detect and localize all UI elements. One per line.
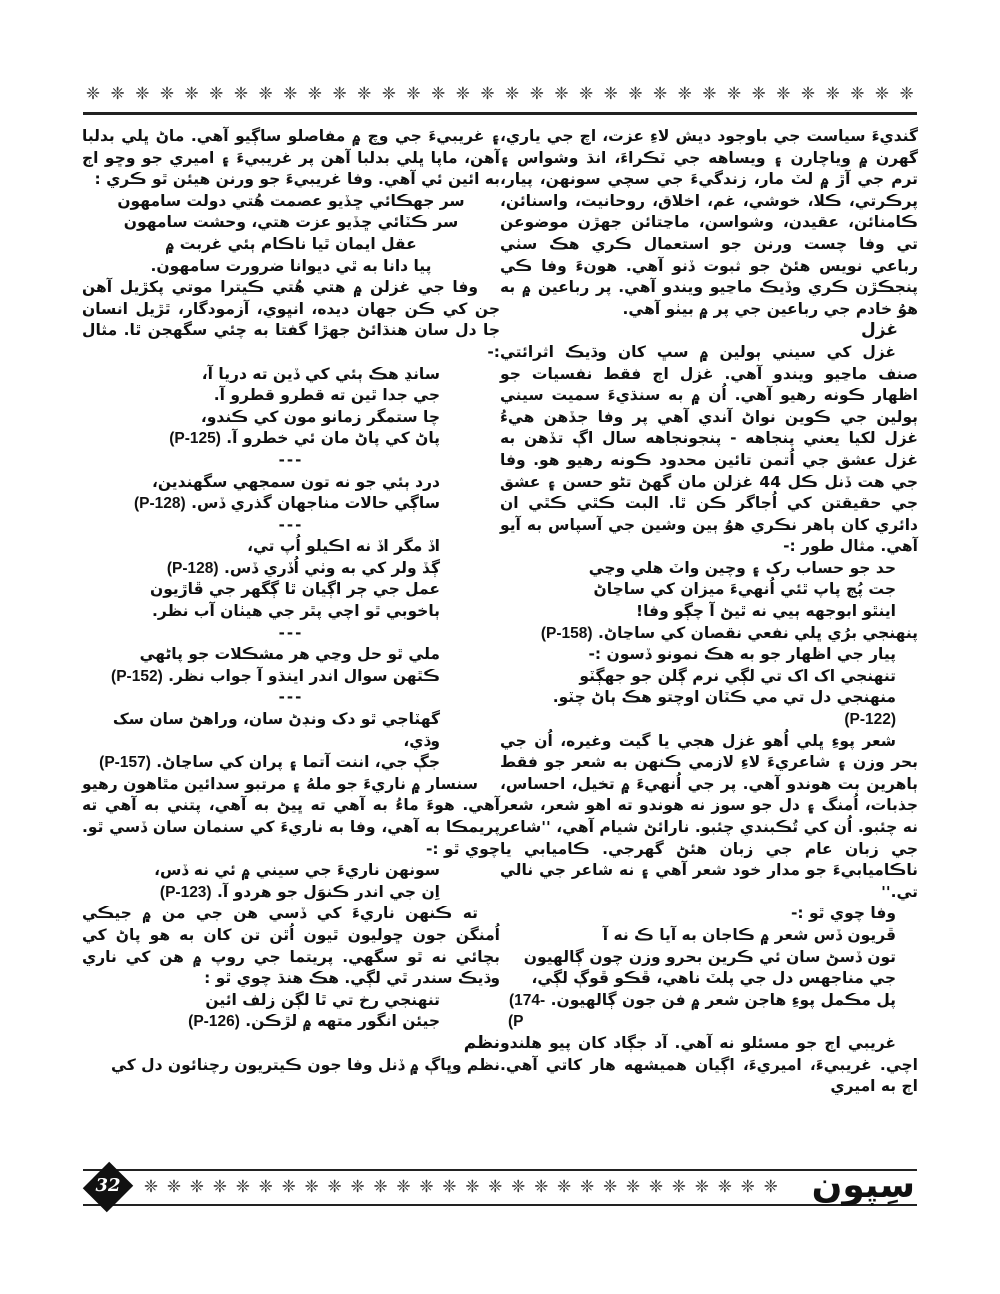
page-reference: (P-122) xyxy=(844,711,896,729)
flower-ornament-icon: ❈ xyxy=(480,84,495,104)
verse-block xyxy=(82,860,500,903)
flower-ornament-icon: ❈ xyxy=(431,84,446,104)
verse-line: ملي ٿو حل وڃي هر مشڪلات جو پاڻهي xyxy=(139,645,440,664)
verse-line: جي مناجهس دل جي پلٽ ناهي، ڦڪو ڦوڳ لڳي، xyxy=(531,969,896,988)
verse-line: پل مڪمل پوءِ هاجن شعر ۾ فن جون ڳالهيون. (174- xyxy=(508,990,896,1009)
verse-intro: وفا چوي ٿو :- xyxy=(790,904,896,923)
flower-ornament-icon: ❈ xyxy=(694,1177,709,1197)
flower-ornament-icon: ❈ xyxy=(327,1177,342,1197)
verse-line: جي جدا ٿين ته قطرو قطرو آ. xyxy=(213,386,440,405)
flower-ornament-icon: ❈ xyxy=(702,84,717,104)
verse-line: سر جهڪائي ڇڏيو عصمت هُتي دولت سامهون xyxy=(117,191,465,210)
verse-intro: پيار جي اظهار جو به هڪ نمونو ڏسون :- xyxy=(588,645,896,664)
flower-ornament-icon: ❈ xyxy=(143,1177,159,1197)
flower-ornament-icon: ❈ xyxy=(233,84,249,104)
page-reference: (P-157) xyxy=(99,754,151,772)
paragraph: گنديءَ سياست جي باوجود ديش لاءِ عزت، اچ جي ياري، گهرن ۾ وياچارن ۽ ويساهه جي ٽڪراءَ، انڌ وشواس ۽ ترم جي آڙ ۾ لٽ مار، زندگيءَ جي سچي سونهن، پيار، پرڪرتي، ڪلا، خوشي، غم، اخلاق، روحانيت، واسنائن، ڪامنائن، عقيدن، وشواسن، ماڃتائن جهڙن موضوعن تي وفا چست ورنن جو استعمال ڪري هڪ سٺي رباعي نويس هئڻ جو ثبوت ڏنو آهي. هونءَ وفا ڪي پنجڪڙن ڪري وڏيڪ ماڃيو ويندو آهي. پر رباعين ۾ به هوُ خادم جي رباعين جي پر ۾ بيٺو آهي. xyxy=(500,127,918,318)
flower-ornament-icon: ❈ xyxy=(189,1177,205,1197)
verse-block xyxy=(500,558,918,644)
flower-ornament-icon: ❈ xyxy=(307,84,323,104)
top-ornament-border xyxy=(83,84,917,104)
verse-line: تنهنجي اک اک تي لڳي نرم ڳلن جو جهڳٽو xyxy=(579,666,896,685)
verse-line: پنهنجي برُي ڀلي نفعي نقصان کي ساڃاڻ. (P-158) xyxy=(540,623,918,642)
flower-ornament-icon: ❈ xyxy=(671,1177,687,1197)
flower-ornament-icon: ❈ xyxy=(281,1177,296,1197)
flower-ornament-icon: ❈ xyxy=(505,84,520,104)
flower-ornament-icon: ❈ xyxy=(135,84,150,104)
page-reference: (P-152) xyxy=(111,667,163,685)
flower-ornament-icon: ❈ xyxy=(899,84,914,104)
verse-line: پاڻ کي پاڻ مان ئي خطرو آ. (P-125) xyxy=(169,429,440,448)
verse-line: جت پُڄ پاپ ٿئي اُنهيءَ ميزان کي ساڃاڻ xyxy=(593,580,896,599)
verse-line: درد ٻئي جو نه تون سمجهي سگهندين، xyxy=(151,472,440,491)
flower-ornament-icon: ❈ xyxy=(625,1177,641,1197)
flower-ornament-icon: ❈ xyxy=(554,84,569,104)
page-reference: (P-128) xyxy=(133,495,186,513)
footer-ornament-border xyxy=(141,1177,781,1197)
flower-ornament-icon: ❈ xyxy=(184,84,199,104)
separator: --- xyxy=(278,450,304,469)
paragraph: غزل کي سيني ٻولين ۾ سڀ کان وڌيڪ اثرائتي صنف ماڃيو ويندو آهي. غزل اڄ فقط نفسيات جو اظهار ڪونه رهيو آهي. اُن ۾ به سنڌيءَ سميت سيني ٻولين جي ڪوين نواڻ آندي آهي پر وفا جڏهن هيءُ غزل لکيا يعني پنجاهه - پنجونجاهه سال اڳ تڏهن به غزل عشق جي اُتمن تائين محدود ڪونه رهيو هو. وفا جي هت ڏنل ڪل 44 غزلن مان گهڻ تڻو حسن ۽ عشق جي حقيقتن کي اُجاگر ڪن ٿا. البت ڪٿي ڪٿي ان دائري کان ٻاهر نڪري هوُ ٻين وشين جي آسپاس به آيو آهي. مثال طور :- xyxy=(500,342,918,556)
section-heading-nazm: نظم xyxy=(463,1032,500,1053)
flower-ornament-icon: ❈ xyxy=(751,84,766,104)
verse-block xyxy=(82,644,500,687)
verse-line: ساڳي حالات مناجهان گذري ڏس. (P-128) xyxy=(133,494,440,513)
verse-block xyxy=(500,925,918,1033)
verse-line: سر ڪٽائي ڇڏيو عزت هتي، وحشت سامهون xyxy=(123,213,459,232)
flower-ornament-icon: ❈ xyxy=(258,1177,273,1197)
section-heading-ghazal: غزل xyxy=(861,320,898,341)
separator: --- xyxy=(278,515,304,534)
verse-line: عمل جي ڄر اڳيان ٿا ڳگهر جي ڦاڙيون xyxy=(149,580,440,599)
flower-ornament-icon: ❈ xyxy=(406,84,421,104)
paragraph: وفا جي غزلن ۾ هتي هُتي ڪيترا موتي پکڙيل آهن جن کي ڪن جهان ديده، انڀوي، آزمودگار، ٿڙيل انسان جا دل سان هنڌائڻ جهڙا گفتا به چئي سگهجن ٿا. مثال :- xyxy=(82,278,500,361)
flower-ornament-icon: ❈ xyxy=(763,1177,778,1197)
flower-ornament-icon: ❈ xyxy=(166,1177,182,1197)
verse-line: گهٽاجي ٿو دک ونڊڻ سان، وراهڻ سان سک وڌي، xyxy=(112,710,440,750)
verse-line: حد جو حساب رک ۽ وچين واٽ هلي وڃي xyxy=(588,558,896,577)
flower-ornament-icon: ❈ xyxy=(602,1177,618,1197)
footer-rule-top xyxy=(83,1169,917,1171)
flower-ornament-icon: ❈ xyxy=(350,1177,365,1197)
verse-line: ڪٿهن سوال اندر اينڌو آ جواب نظر. (P-152) xyxy=(111,666,440,685)
flower-ornament-icon: ❈ xyxy=(332,84,347,104)
top-rule-divider xyxy=(83,112,917,115)
page-number: 32 xyxy=(95,1175,121,1196)
verse-line: ڦريون ڏس شعر ۾ ڪاجان به آيا ڪ نه آ xyxy=(602,925,896,944)
page-reference: (P-123) xyxy=(159,883,212,901)
flower-ornament-icon: ❈ xyxy=(304,1177,319,1197)
verse-line: عقل ايمان ٿيا ناڪام ٻئي غربت ۾ xyxy=(165,234,417,253)
page-reference-continued: (P xyxy=(508,1013,524,1031)
left-text-column xyxy=(82,126,500,1076)
page-reference: (174- xyxy=(508,991,546,1009)
verse-block xyxy=(82,536,500,622)
flower-ornament-icon: ❈ xyxy=(557,1177,572,1197)
verse-line: اڏ مگر اڏ نه اڪيلو اُپ تي، xyxy=(247,537,440,556)
verse-line: منهنجي دل تي مي ڪٽان اوچتو هڪ ٻاڻ چٽو. xyxy=(552,688,896,707)
separator: --- xyxy=(278,623,304,642)
verse-line: تون ڏسڻ سان ئي ڪرين بحرو وزن چون ڳالهيون xyxy=(523,947,896,966)
page-footer xyxy=(83,1166,917,1208)
flower-ornament-icon: ❈ xyxy=(726,84,742,104)
footer-rule-bottom xyxy=(83,1204,917,1206)
verse-line: چا ستمگر زمانو مون کي ڪندو، xyxy=(200,407,440,426)
verse-block xyxy=(82,472,500,515)
paragraph: نظم وڀاڳ ۾ ڏنل وفا جون ڪيتريون رچنائون دل کي xyxy=(111,1055,500,1074)
flower-ornament-icon: ❈ xyxy=(396,1177,411,1197)
verse-line: سانڍ هڪ ٻئي کي ڏين ته دريا آ، xyxy=(201,364,440,383)
paragraph: ته ڪنهن ناريءَ کي ڏسي هن جي من ۾ جيڪي اُمنگن جون ڇوليون ٿيون اُٿن تن کان به هو پاڻ کي بچائي نه ٿو سگهي. پريتما جي روپ ۾ هن کي ناري وڌيڪ سندر ٿي لڳي. هڪ هنڌ چوي ٿو : xyxy=(82,904,500,988)
verse-line: اينٿو ابوجهه ٻيي نه ٿيڻ آ چڳو وفا! xyxy=(636,602,896,621)
flower-ornament-icon: ❈ xyxy=(488,1177,503,1197)
flower-ornament-icon: ❈ xyxy=(209,84,224,104)
paragraph: سنسار ۾ ناريءَ جو ملهُ ۽ مرتبو سدائين مٿاهون رهيو آهي. هوءَ ماءُ به آهي ته ڀيڻ به آهي، پتني به آهي ته پريمڪا به آهي، وفا به ناريءَ کي سنمان سان ڏسي ٿو. چوي ٿو :- xyxy=(82,774,500,858)
verse-block xyxy=(82,990,500,1033)
flower-ornament-icon: ❈ xyxy=(740,1177,755,1197)
page-number-badge xyxy=(86,1163,130,1213)
flower-ornament-icon: ❈ xyxy=(85,84,101,104)
paragraph: ۽ غريبيءَ جي وچ ۾ مفاصلو ساڳيو آهي. ماڻ ڀلي بدلبا آهن، ماپا ڀلي بدلبا آهن پر غريبيءَ ۽ اميري جو وڇو اڄ به ائين ئي آهي. وفا غريبيءَ جو ورنن هيئن ٿو ڪري : xyxy=(82,127,500,189)
page-reference: (P-128) xyxy=(166,559,219,577)
verse-line: تنهنجي رخ تي ٿا لڳن زلف ائين xyxy=(205,990,440,1009)
flower-ornament-icon: ❈ xyxy=(579,84,594,104)
flower-ornament-icon: ❈ xyxy=(465,1177,480,1197)
flower-ornament-icon: ❈ xyxy=(717,1177,732,1197)
flower-ornament-icon: ❈ xyxy=(381,84,396,104)
page-reference: (P-158) xyxy=(540,624,593,642)
verse-block xyxy=(82,364,500,450)
right-text-column xyxy=(500,126,918,1098)
flower-ornament-icon: ❈ xyxy=(529,84,544,104)
flower-ornament-icon: ❈ xyxy=(373,1177,388,1197)
verse-block xyxy=(500,666,918,731)
flower-ornament-icon: ❈ xyxy=(283,84,298,104)
flower-ornament-icon: ❈ xyxy=(648,1177,664,1197)
verse-line: ٻاخوبي ٿو اچي پٿر جي هيٺان آب نظر. xyxy=(152,602,440,621)
flower-ornament-icon: ❈ xyxy=(357,84,372,104)
verse-line: جيئن انگور متهه ۾ لڙڪن. (P-126) xyxy=(188,1012,440,1031)
flower-ornament-icon: ❈ xyxy=(110,84,125,104)
flower-ornament-icon: ❈ xyxy=(800,84,816,104)
flower-ornament-icon: ❈ xyxy=(534,1177,549,1197)
flower-ornament-icon: ❈ xyxy=(628,84,643,104)
verse-block xyxy=(82,191,500,277)
magazine-title-logo: سِپون xyxy=(811,1165,915,1206)
flower-ornament-icon: ❈ xyxy=(874,84,890,104)
flower-ornament-icon: ❈ xyxy=(850,84,865,104)
flower-ornament-icon: ❈ xyxy=(212,1177,227,1197)
flower-ornament-icon: ❈ xyxy=(776,84,791,104)
flower-ornament-icon: ❈ xyxy=(677,84,692,104)
flower-ornament-icon: ❈ xyxy=(419,1177,434,1197)
verse-line: جڳ جي، اننت آتما ۽ پران کي ساڃاڻ. (P-157) xyxy=(99,753,440,772)
flower-ornament-icon: ❈ xyxy=(652,84,668,104)
verse-block xyxy=(82,709,500,774)
flower-ornament-icon: ❈ xyxy=(455,84,470,104)
flower-ornament-icon: ❈ xyxy=(511,1177,526,1197)
flower-ornament-icon: ❈ xyxy=(603,84,618,104)
page-reference: (P-125) xyxy=(169,430,221,448)
separator: --- xyxy=(278,688,304,707)
flower-ornament-icon: ❈ xyxy=(159,84,175,104)
flower-ornament-icon: ❈ xyxy=(258,84,273,104)
flower-ornament-icon: ❈ xyxy=(825,84,840,104)
paragraph: غريبي اڄ جو مسئلو نه آهي. آد جڳاد کان پيو هلندو اچي. غريبيءَ، اميريءَ، اڳيان هميشهه هار کاتي آهي. اڄ به اميري xyxy=(500,1033,918,1096)
flower-ornament-icon: ❈ xyxy=(579,1177,595,1197)
verse-line: سونهن ناريءَ جي سيني ۾ ئي نه ڏس، xyxy=(154,861,440,880)
flower-ornament-icon: ❈ xyxy=(442,1177,457,1197)
verse-line: اِن جي اندر ڪنوَل جو هردو آ. (P-123) xyxy=(159,882,440,901)
paragraph: شعر پوءِ ڀلي اُهو غزل هجي يا گيت وغيره، اُن جي بحر وزن ۽ شاعريءَ لاءِ لازمي ڪنهن به شعر جو فقط ٻاهرين بت هوندو آهي. پر جي اُنهيءَ ۾ تخيل، احساس، جذبات، اُمنگ ۽ دل جو سوز نه هوندو ته اهو شعر، شعر نه چئبو. اُن کي تُڪبندي چئبو. نارائڻ شيام آهي، ''شاعر جي زبان عام جي زبان هئڻ گهرجي. ڪاميابي يا ناڪاميابيءَ جو مدار خود شعر آهي ۽ نه شاعر جي نالي تي.'' xyxy=(500,731,918,901)
page-reference: (P-126) xyxy=(188,1013,240,1031)
verse-line: پيا دانا به ٿي ديوانا ضرورت سامهون. xyxy=(150,256,432,275)
verse-line: ڳڏ ولر کي به وٺي اُڏري ڏس. (P-128) xyxy=(166,558,440,577)
flower-ornament-icon: ❈ xyxy=(235,1177,250,1197)
